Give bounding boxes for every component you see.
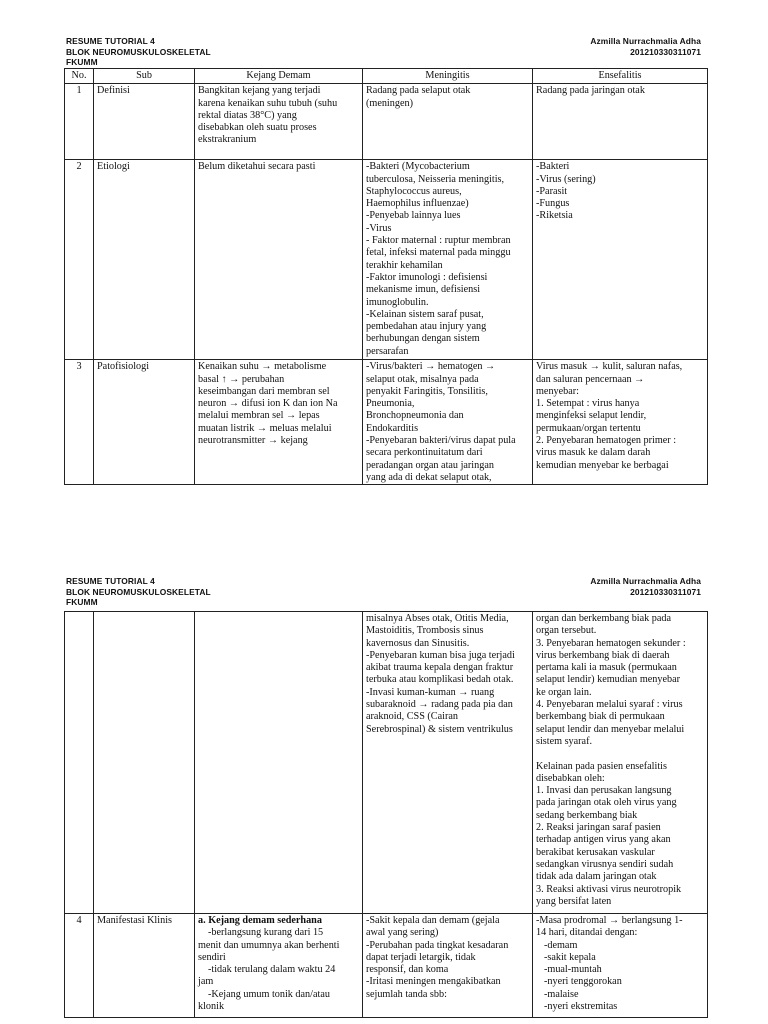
cell-line: -Virus xyxy=(366,222,392,234)
cell-line: -Fungus xyxy=(536,198,570,210)
cell-kejang-demam xyxy=(195,84,363,160)
cell-meningitis xyxy=(363,160,533,360)
cell-line: 1. Setempat : virus hanya xyxy=(536,398,640,410)
cell-line: responsif, dan koma xyxy=(366,964,449,976)
header-student-id: 201210330311071 xyxy=(630,586,701,597)
cell-line: organ dan berkembang biak pada xyxy=(536,613,672,624)
cell-line: -Penyebab lainnya lues xyxy=(366,210,461,222)
cell-line: berakibat kerusakan vaskular xyxy=(536,846,655,858)
header-block: BLOK NEUROMUSKULOSKELETAL xyxy=(66,586,211,597)
cell-line: sistem syaraf. xyxy=(536,735,593,747)
cell-line: -Bakteri (Mycobacterium xyxy=(366,161,470,173)
cell-line: klonik xyxy=(198,1001,225,1013)
cell-line: terhadap antigen virus yang akan xyxy=(536,834,671,846)
kejang-subhead xyxy=(198,915,359,927)
cell-line: virus berkembang biak di daerah xyxy=(536,649,670,661)
cell-meningitis xyxy=(363,914,533,1018)
row-sub: Manifestasi Klinis xyxy=(94,914,195,1018)
cell-line: pertama kali ia masuk (permukaan xyxy=(536,662,677,674)
cell-line: 1. Invasi dan perusakan langsung xyxy=(536,785,672,797)
header-title: RESUME TUTORIAL 4 xyxy=(66,36,155,46)
cell-line: subaraknoid → radang pada pia dan xyxy=(366,699,513,711)
row-sub: Patofisiologi xyxy=(94,360,195,485)
cell-line: Staphylococcus aureus, xyxy=(366,185,462,197)
cell-line: sedangkan virusnya sendiri sudah xyxy=(536,858,674,870)
header-student-id: 201210330311071 xyxy=(630,46,701,57)
cell-line: -Kejang umum tonik dan/atau xyxy=(208,988,330,1000)
cell-line: sendiri xyxy=(198,951,226,963)
table-row xyxy=(65,160,708,360)
cell-line: dan saluran pencernaan → xyxy=(536,373,645,385)
cell-line: disebabkan oleh: xyxy=(536,772,605,784)
page-gap xyxy=(0,520,768,560)
header-faculty: FKUMM xyxy=(66,57,98,67)
cell-line: melalui membran sel → lepas xyxy=(198,410,320,422)
cell-line: Radang pada selaput otak xyxy=(366,85,471,97)
cell-line: -nyeri ekstremitas xyxy=(544,1001,618,1013)
cell-line: kemudian menyebar ke berbagai xyxy=(536,459,669,471)
cell-line: 3. Penyebaran hematogen sekunder : xyxy=(536,637,686,649)
cell-line: -Invasi kuman-kuman → ruang xyxy=(366,686,495,698)
cell-line: selaput lendir) kemudian menyebar xyxy=(536,674,680,686)
cell-line: karena kenaikan suhu tubuh (suhu xyxy=(198,97,338,109)
cell-line: -Bakteri xyxy=(536,161,570,173)
table-row xyxy=(65,84,708,160)
cell-line: -berlangsung kurang dari 15 xyxy=(208,927,324,939)
header-left xyxy=(66,36,211,68)
cell-line: araknoid, CSS (Cairan xyxy=(366,711,458,723)
cell-line: -Perubahan pada tingkat kesadaran xyxy=(366,939,509,951)
cell-line: -Iritasi meningen mengakibatkan xyxy=(366,976,501,988)
cell-line: Bronchopneumonia dan xyxy=(366,410,464,422)
cell-line: -Riketsia xyxy=(536,210,573,222)
cell-line: -mual-muntah xyxy=(544,964,602,976)
cell-line: -tidak terulang dalam waktu 24 xyxy=(208,964,336,976)
cell-line: keseimbangan dari membran sel xyxy=(198,385,330,397)
cell-line: disebabkan oleh suatu proses xyxy=(198,122,317,134)
cell-kejang-demam xyxy=(195,914,363,1018)
table-row xyxy=(65,914,708,1018)
cell-line: -Penyebaran bakteri/virus dapat pula xyxy=(366,435,516,447)
row-number: 4 xyxy=(65,914,94,1018)
cell-line: 2. Penyebaran hematogen primer : xyxy=(536,435,677,447)
cell-line: Belum diketahui secara pasti xyxy=(198,161,316,173)
cell-line: muatan listrik → meluas melalui xyxy=(198,422,332,434)
header-block: BLOK NEUROMUSKULOSKELETAL xyxy=(66,46,211,57)
cell-line: -sakit kepala xyxy=(544,951,596,963)
cell-line: terakhir kehamilan xyxy=(366,259,443,271)
row-sub: Definisi xyxy=(94,84,195,160)
row-sub: Etiologi xyxy=(94,160,195,360)
header-author: Azmilla Nurrachmalia Adha xyxy=(590,576,701,586)
cell-line: Virus masuk → kulit, saluran nafas, xyxy=(536,361,683,373)
cell-line: sedang berkembang biak xyxy=(536,809,638,821)
empty-cell xyxy=(65,612,94,914)
cell-line: tidak ada dalam jaringan otak xyxy=(536,871,657,883)
cell-line: neuron → difusi ion K dan ion Na xyxy=(198,398,338,410)
cell-line: neurotransmitter → kejang xyxy=(198,435,308,447)
cell-line: dapat terjadi letargik, tidak xyxy=(366,951,476,963)
cell-line: terbuka atau komplikasi bedah otak. xyxy=(366,674,514,686)
cell-line: pembedahan atau injury yang xyxy=(366,321,487,333)
cell-line: virus masuk ke dalam darah xyxy=(536,447,651,459)
row-number: 3 xyxy=(65,360,94,485)
cell-line: -malaise xyxy=(544,988,579,1000)
header-left xyxy=(66,576,211,608)
cell-line: tuberculosa, Neisseria meningitis, xyxy=(366,173,505,185)
comparison-table xyxy=(64,68,708,485)
cell-meningitis xyxy=(363,612,533,914)
cell-meningitis xyxy=(363,360,533,485)
cell-ensefalitis xyxy=(533,160,708,360)
cell-line: kavernosus dan Sinusitis. xyxy=(366,637,470,649)
cell-line: misalnya Abses otak, Otitis Media, xyxy=(366,613,509,624)
blank-line xyxy=(536,748,704,760)
cell-ensefalitis xyxy=(533,612,708,914)
cell-ensefalitis xyxy=(533,914,708,1018)
cell-line: penyakit Faringitis, Tonsilitis, xyxy=(366,385,488,397)
cell-line: Radang pada jaringan otak xyxy=(536,85,645,97)
cell-line: Serebrospinal) & sistem ventrikulus xyxy=(366,723,513,735)
cell-line: Kelainan pada pasien ensefalitis xyxy=(536,760,667,772)
cell-line: 2. Reaksi jaringan saraf pasien xyxy=(536,822,661,834)
cell-kejang-demam xyxy=(195,360,363,485)
cell-line: Haemophilus influenzae) xyxy=(366,198,469,210)
cell-line: -nyeri tenggorokan xyxy=(544,976,622,988)
cell-line: pada jaringan otak oleh virus yang xyxy=(536,797,677,809)
cell-line: berkembang biak di permukaan xyxy=(536,711,665,723)
header-author: Azmilla Nurrachmalia Adha xyxy=(590,36,701,46)
cell-line: peradangan organ atau jaringan xyxy=(366,459,494,471)
cell-line: jam xyxy=(198,976,214,988)
cell-line: 3. Reaksi aktivasi virus neurotropik xyxy=(536,883,682,895)
column-header: No. xyxy=(65,69,94,84)
header-title: RESUME TUTORIAL 4 xyxy=(66,576,155,586)
cell-line: yang ada di dekat selaput otak, xyxy=(366,471,492,483)
cell-line: menit dan umumnya akan berhenti xyxy=(198,939,340,951)
column-header: Kejang Demam xyxy=(195,69,363,84)
cell-line: - Faktor maternal : ruptur membran xyxy=(366,235,511,247)
cell-line: basal ↑ → perubahan xyxy=(198,373,285,385)
cell-line: menginfeksi selaput lendir, xyxy=(536,410,647,422)
header-faculty: FKUMM xyxy=(66,597,98,607)
cell-kejang-demam xyxy=(195,160,363,360)
cell-line: -Sakit kepala dan demam (gejala xyxy=(366,915,500,926)
cell-line: secara perkontinuitatum dari xyxy=(366,447,483,459)
cell-line: fetal, infeksi maternal pada minggu xyxy=(366,247,511,259)
row-number: 2 xyxy=(65,160,94,360)
header-right xyxy=(590,36,701,57)
table-header-row xyxy=(65,69,708,84)
cell-line: Mastoiditis, Trombosis sinus xyxy=(366,625,484,637)
table-row-continued xyxy=(65,612,708,914)
cell-line: -Virus (sering) xyxy=(536,173,596,185)
kejang-subhead-text: a. Kejang demam sederhana xyxy=(198,915,322,926)
cell-ensefalitis xyxy=(533,360,708,485)
empty-cell xyxy=(94,612,195,914)
cell-line: ke organ lain. xyxy=(536,686,592,698)
cell-line: 4. Penyebaran melalui syaraf : virus xyxy=(536,699,683,711)
document-page-2 xyxy=(0,560,768,1024)
cell-line: selaput otak, misalnya pada xyxy=(366,373,479,385)
cell-line: sejumlah tanda sbb: xyxy=(366,988,447,1000)
cell-line: akibat trauma kepala dengan fraktur xyxy=(366,662,514,674)
cell-line: Bangkitan kejang yang terjadi xyxy=(198,85,321,97)
cell-line: ekstrakranium xyxy=(198,134,257,146)
cell-line: -Faktor imunologi : defisiensi xyxy=(366,271,488,283)
cell-line: Kenaikan suhu → metabolisme xyxy=(198,361,327,373)
cell-line: permukaan/organ tertentu xyxy=(536,422,641,434)
cell-line: organ tersebut. xyxy=(536,625,597,637)
cell-line: -Parasit xyxy=(536,185,568,197)
cell-line: imunoglobulin. xyxy=(366,296,429,308)
cell-line: -Masa prodromal → berlangsung 1- xyxy=(536,915,683,926)
table-row xyxy=(65,360,708,485)
empty-cell xyxy=(195,612,363,914)
cell-line: Endokarditis xyxy=(366,422,419,434)
comparison-table-continued xyxy=(64,611,708,1018)
cell-line: menyebar: xyxy=(536,385,579,397)
cell-ensefalitis xyxy=(533,84,708,160)
column-header: Sub xyxy=(94,69,195,84)
cell-line: selaput lendir dan menyebar melalui xyxy=(536,723,685,735)
cell-line: -demam xyxy=(544,939,578,951)
cell-line: -Virus/bakteri → hematogen → xyxy=(366,361,496,373)
header-right xyxy=(590,576,701,597)
cell-line: awal yang sering) xyxy=(366,927,439,939)
column-header: Meningitis xyxy=(363,69,533,84)
cell-line: -Kelainan sistem saraf pusat, xyxy=(366,308,484,320)
cell-line: (meningen) xyxy=(366,97,413,109)
cell-meningitis xyxy=(363,84,533,160)
cell-line: berhubungan dengan sistem xyxy=(366,333,480,345)
cell-line: persarafan xyxy=(366,345,409,357)
cell-line: -Penyebaran kuman bisa juga terjadi xyxy=(366,649,515,661)
cell-line: yang bersifat laten xyxy=(536,895,612,907)
cell-line: Pneumonia, xyxy=(366,398,415,410)
cell-line: 14 hari, ditandai dengan: xyxy=(536,927,638,939)
column-header: Ensefalitis xyxy=(533,69,708,84)
cell-line: mekanisme imun, defisiensi xyxy=(366,284,481,296)
cell-line: rektal diatas 38°C) yang xyxy=(198,109,297,121)
row-number: 1 xyxy=(65,84,94,160)
